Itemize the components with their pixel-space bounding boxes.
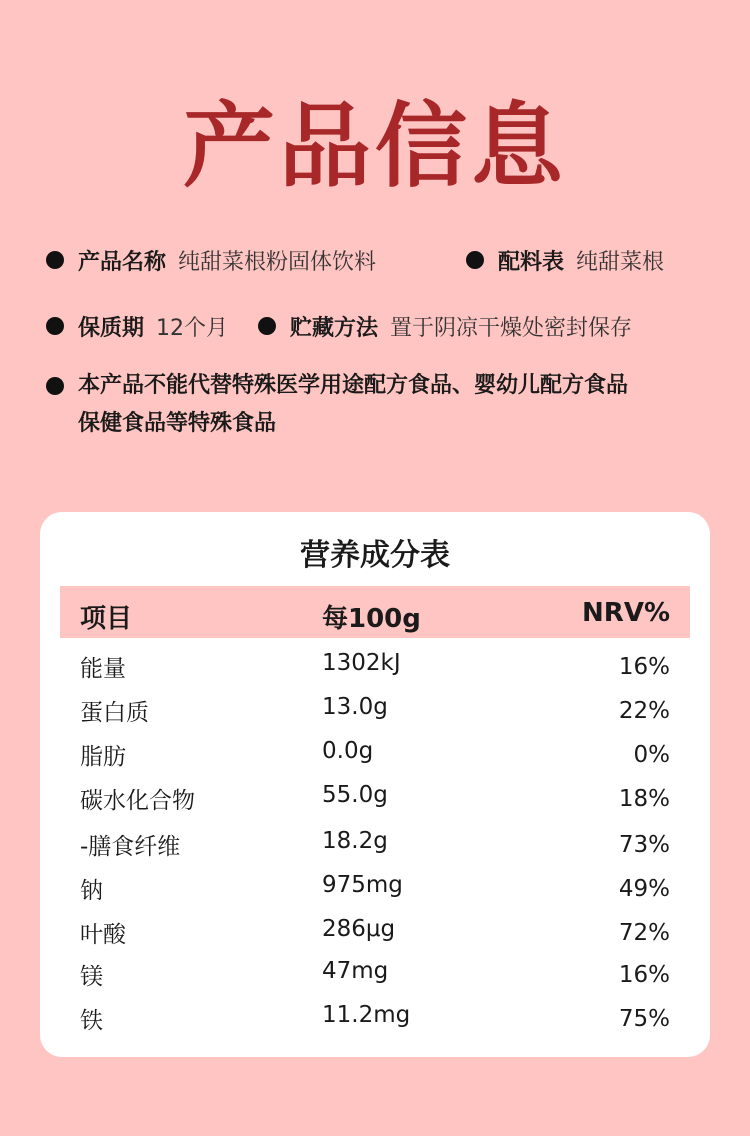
row-item: -膳食纤维 bbox=[80, 834, 181, 860]
product-name-value: 纯甜菜根粉固体饮料 bbox=[178, 249, 377, 275]
table-row bbox=[40, 644, 710, 684]
notice-line-2: 保健食品等特殊食品 bbox=[78, 411, 277, 436]
nutrition-title: 营养成分表 bbox=[300, 538, 450, 573]
table-row bbox=[40, 866, 710, 906]
header-nrv: NRV% bbox=[582, 598, 670, 628]
row-item: 铁 bbox=[80, 1008, 103, 1034]
row-nrv: 16% bbox=[618, 962, 670, 988]
row-per100g: 18.2g bbox=[322, 828, 388, 854]
shelf-life-value: 12个月 bbox=[156, 315, 229, 341]
table-row bbox=[40, 732, 710, 772]
info-row-ingredients bbox=[466, 240, 664, 280]
row-per100g: 47mg bbox=[322, 958, 389, 984]
row-per100g: 1302kJ bbox=[322, 650, 401, 676]
row-per100g: 55.0g bbox=[322, 782, 388, 808]
notice-text bbox=[46, 367, 726, 443]
row-item: 蛋白质 bbox=[80, 700, 149, 726]
header-per100g: 每100g bbox=[322, 604, 421, 634]
row-nrv: 16% bbox=[618, 654, 670, 680]
product-name-label: 产品名称 bbox=[78, 249, 167, 275]
row-per100g: 975mg bbox=[322, 872, 403, 898]
ingredients-value: 纯甜菜根 bbox=[576, 249, 665, 275]
storage-value: 置于阴凉干燥处密封保存 bbox=[390, 315, 633, 341]
row-per100g: 13.0g bbox=[322, 694, 388, 720]
storage-label: 贮藏方法 bbox=[290, 315, 379, 341]
table-row bbox=[40, 776, 710, 816]
bullet-icon bbox=[46, 317, 64, 335]
row-item: 钠 bbox=[80, 878, 103, 904]
bullet-icon bbox=[258, 317, 276, 335]
row-item: 脂肪 bbox=[80, 744, 126, 770]
page-title: 产品信息 bbox=[182, 93, 567, 200]
table-row bbox=[40, 910, 710, 950]
row-nrv: 72% bbox=[618, 920, 670, 946]
row-nrv: 0% bbox=[633, 742, 670, 768]
notice-line-1: 本产品不能代替特殊医学用途配方食品、婴幼儿配方食品 bbox=[78, 373, 629, 398]
info-row-name bbox=[46, 240, 376, 280]
row-nrv: 22% bbox=[618, 698, 670, 724]
nutrition-table-header bbox=[60, 586, 690, 638]
row-item: 叶酸 bbox=[80, 922, 126, 948]
table-row bbox=[40, 688, 710, 728]
row-nrv: 18% bbox=[618, 786, 670, 812]
row-per100g: 11.2mg bbox=[322, 1002, 411, 1028]
row-item: 能量 bbox=[80, 656, 126, 682]
row-nrv: 73% bbox=[618, 832, 670, 858]
table-row bbox=[40, 996, 710, 1036]
table-row bbox=[40, 822, 710, 862]
bullet-icon bbox=[466, 251, 484, 269]
row-nrv: 49% bbox=[618, 876, 670, 902]
ingredients-label: 配料表 bbox=[498, 249, 565, 275]
header-item: 项目 bbox=[80, 604, 133, 634]
bullet-icon bbox=[46, 377, 64, 395]
info-row-shelf bbox=[46, 306, 228, 346]
shelf-life-label: 保质期 bbox=[78, 315, 145, 341]
row-per100g: 0.0g bbox=[322, 738, 374, 764]
info-row-storage bbox=[258, 306, 632, 346]
row-item: 碳水化合物 bbox=[80, 788, 195, 814]
table-row bbox=[40, 952, 710, 992]
row-per100g: 286μg bbox=[322, 916, 396, 942]
bullet-icon bbox=[46, 251, 64, 269]
row-item: 镁 bbox=[80, 964, 103, 990]
row-nrv: 75% bbox=[618, 1006, 670, 1032]
nutrition-card bbox=[40, 512, 710, 1057]
